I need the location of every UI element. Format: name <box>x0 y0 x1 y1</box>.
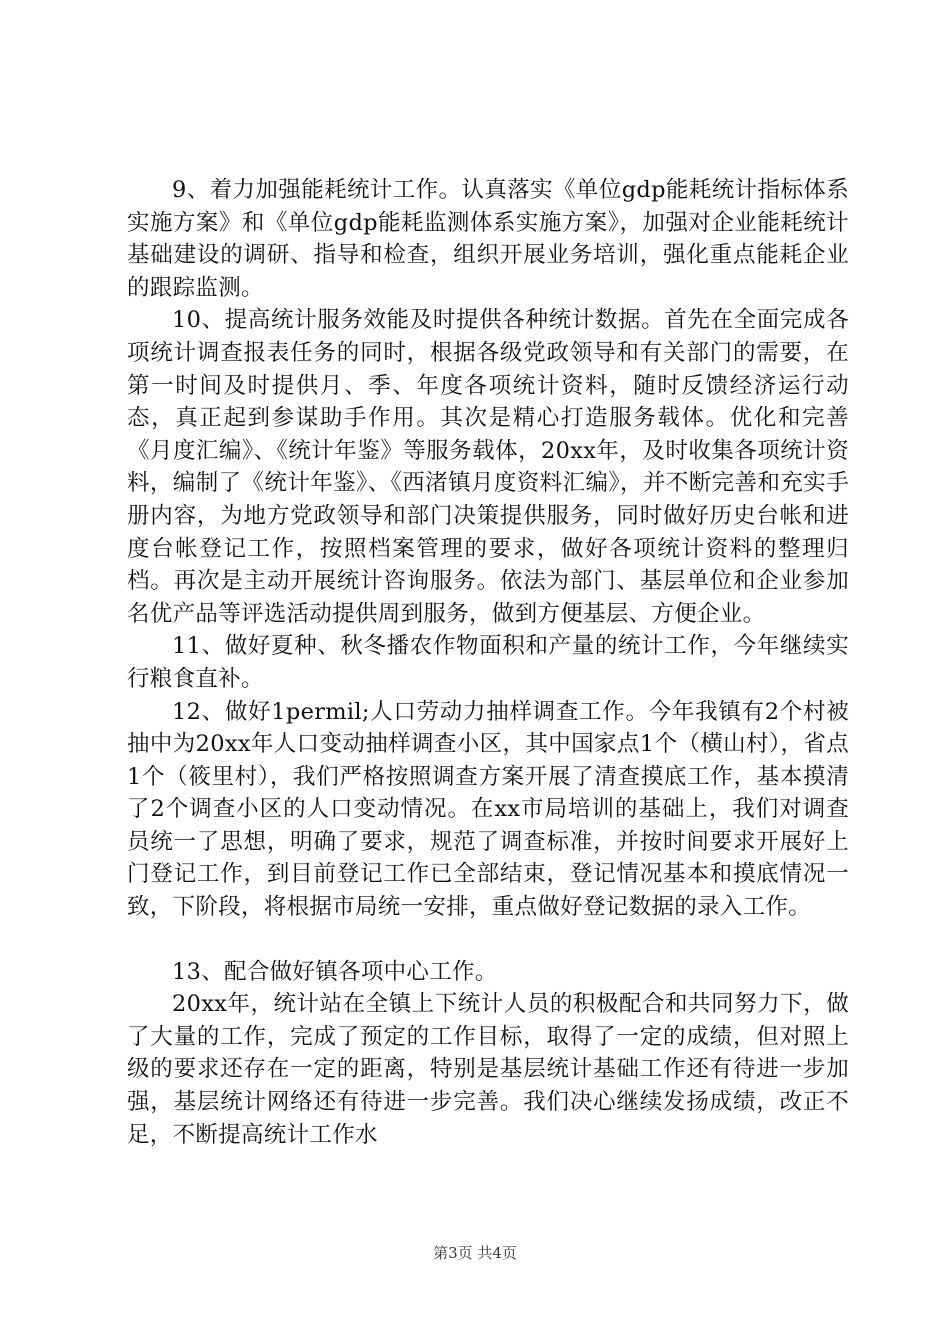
document-body <box>127 174 849 1151</box>
paragraph-item-12: 12、做好1permil;人口劳动力抽样调查工作。今年我镇有2个村被抽中为20xx年人口变动抽样调查小区，其中国家点1个（横山村），省点1个（筱里村），我们严格按照调查方案开展了清查摸底工作，基本摸清了2个调查小区的人口变动情况。在xx市局培训的基础上，我们对调查员统一了思想，明确了要求，规范了调查标准，并按时间要求开展好上门登记工作，到目前登记工作已全部结束，登记情况基本和摸底情况一致，下阶段，将根据市局统一安排，重点做好登记数据的录入工作。 <box>127 698 849 921</box>
paragraph-item-9: 9、着力加强能耗统计工作。认真落实《单位gdp能耗统计指标体系实施方案》和《单位gdp能耗监测体系实施方案》，加强对企业能耗统计基础建设的调研、指导和检查，组织开展业务培训，强化重点能耗企业的跟踪监测。 <box>127 177 849 301</box>
paragraph-summary: 20xx年，统计站在全镇上下统计人员的积极配合和共同努力下，做了大量的工作，完成了预定的工作目标，取得了一定的成绩，但对照上级的要求还存在一定的距离，特别是基层统计基础工作还有待进一步加强，基层统计网络还有待进一步完善。我们决心继续发扬成绩，改正不足，不断提高统计工作水 <box>127 991 849 1148</box>
page-number-footer: 第3页 共4页 <box>433 1244 517 1262</box>
paragraph-item-10: 10、提高统计服务效能及时提供各种统计数据。首先在全面完成各项统计调查报表任务的同时，根据各级党政领导和有关部门的需要，在第一时间及时提供月、季、年度各项统计资料，随时反馈经济运行动态，真正起到参谋助手作用。其次是精心打造服务载体。优化和完善《月度汇编》、《统计年鉴》等服务载体，20xx年，及时收集各项统计资料，编制了《统计年鉴》、《西渚镇月度资料汇编》，并不断完善和充实手册内容，为地方党政领导和部门决策提供服务，同时做好历史台帐和进度台帐登记工作，按照档案管理的要求，做好各项统计资料的整理归档。再次是主动开展统计咨询服务。依法为部门、基层单位和企业参加名优产品等评选活动提供周到服务，做到方便基层、方便企业。 <box>127 307 849 627</box>
paragraph-item-11: 11、做好夏种、秋冬播农作物面积和产量的统计工作，今年继续实行粮食直补。 <box>127 633 849 692</box>
paragraph-item-13: 13、配合做好镇各项中心工作。 <box>172 958 498 985</box>
